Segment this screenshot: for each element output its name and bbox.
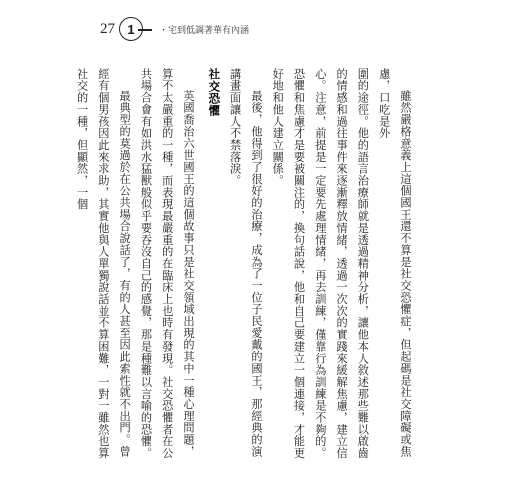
vertical-body-text <box>75 68 416 468</box>
running-title: ・宅到低調著華有內涵 <box>159 25 250 36</box>
body-paragraph: 英國喬治六世國王的這個故事只是社交領域出現的其中一種心理問題，算不太嚴重的一種，而表現最嚴重的在臨床上也時有發現。社交恐懼者在公共場合會有如洪水猛獸般似乎要吞沒自己的感覺，那是種難以言喻的恐懼。 <box>139 68 196 460</box>
body-paragraph: 圍的途徑。他的語言治療師就是透過精神分析，讓他本人敘述那些難以啟齒的情感和過往事件來逐漸釋放情緒，透過一次次的實踐來緩解焦慮，建立信心。注意，前提是一定要先處理情緒，再去訓練，僅靠行為訓練是不夠的。恐懼和焦慮才是要被關注的，換句話說，他和自己要建立一個連接，才能更好地和他人建立關係。 <box>271 68 370 460</box>
body-paragraph: 雖然嚴格意義上這個國王還不算是社交恐懼症，但起碼是社交障礙或焦慮，口吃是外 <box>377 68 412 458</box>
body-paragraph: 最典型的莫過於在公共場合說話了，有的人甚至因此索性就不出門。曾經有個男孩因此來求助，其實他與人單獨說話並不算困難，一對一雖然也算社交的一種，但顯然，一個 <box>75 68 132 460</box>
page-header <box>100 14 249 44</box>
body-paragraph: 最後，他得到了很好的治療，成為了一位子民愛戴的國王，那經典的演講畫面讓人不禁落淚。 <box>228 68 263 458</box>
section-heading: 社交恐懼 <box>207 68 222 117</box>
chapter-number-badge: 1 <box>119 17 143 41</box>
page-number: 27 <box>100 20 115 37</box>
